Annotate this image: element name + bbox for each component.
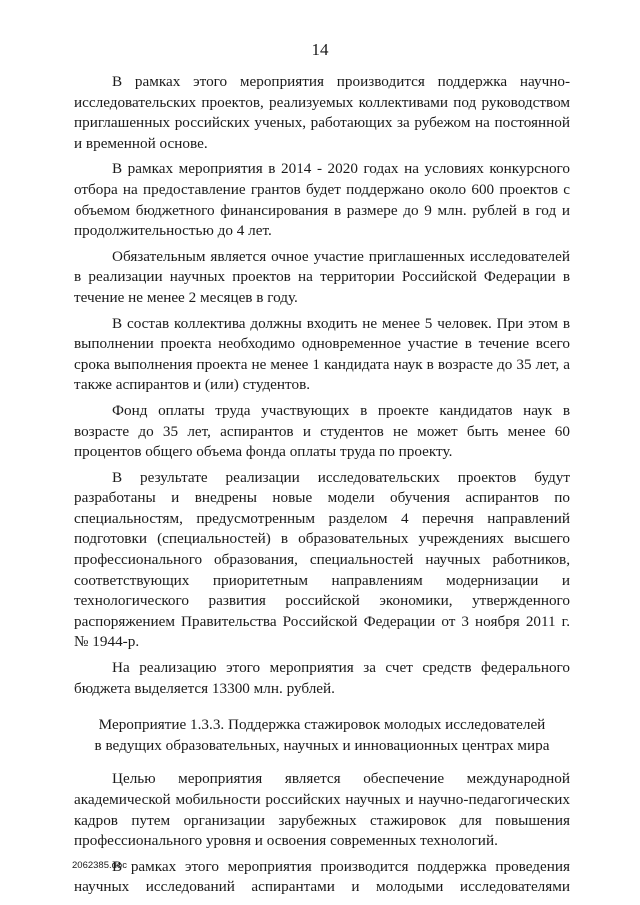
document-filename: 2062385.doc xyxy=(72,860,127,871)
paragraph: Целью мероприятия является обеспечение международной академической мобильности российских научных и научно-педагогических кадров путем организации зарубежных стажировок для повышения профессионального уровня и освоения современных технологий. xyxy=(74,770,570,850)
document-body xyxy=(74,72,570,903)
section-heading xyxy=(74,715,570,756)
paragraph: В рамках мероприятия в 2014 - 2020 годах на условиях конкурсного отбора на предоставление грантов будет поддержано около 600 проектов с объемом бюджетного финансирования в размере до 9 млн. рублей в год и продолжительностью до 4 лет. xyxy=(74,160,570,240)
paragraph: На реализацию этого мероприятия за счет средств федерального бюджета выделяется 13300 млн. рублей. xyxy=(74,659,570,697)
section-heading-line-2: в ведущих образовательных, научных и инновационных центрах мира xyxy=(94,736,550,754)
paragraph: В рамках этого мероприятия производится поддержка научно-исследовательских проектов, реализуемых коллективами под руководством приглашенных российских ученых, работающих за рубежом на постоянной и временной основе. xyxy=(74,73,570,152)
paragraph: Обязательным является очное участие приглашенных исследователей в реализации научных проектов на территории Российской Федерации в течение не менее 2 месяцев в году. xyxy=(74,247,570,306)
paragraph: В результате реализации исследовательских проектов будут разработаны и внедрены новые модели обучения аспирантов по специальностям, предусмотренным разделом 4 перечня направлений подготовки (специальностей) в образовательных учреждениях высшего профессионального образования, специальностей научных работников, соответствующих приоритетным направлениям модернизации и технологического развития российской экономики, утвержденного распоряжением Правительства Российской Федерации от 3 ноября 2011 г. № 1944-р. xyxy=(74,468,570,651)
section-heading-line-1: Мероприятие 1.3.3. Поддержка стажировок молодых исследователей xyxy=(98,716,546,734)
paragraph: В состав коллектива должны входить не менее 5 человек. При этом в выполнении проекта необходимо одновременное участие в течение всего срока выполнения проекта не менее 1 кандидата наук в возрасте до 35 лет, а также аспирантов и (или) студентов. xyxy=(74,314,570,394)
page-number: 14 xyxy=(311,40,329,59)
paragraph: Фонд оплаты труда участвующих в проекте кандидатов наук в возрасте до 35 лет, аспирантов и студентов не может быть менее 60 процентов общего объема фонда оплаты труда по проекту. xyxy=(74,401,570,461)
paragraph: В рамках этого мероприятия производится поддержка проведения научных исследований аспирантами и молодыми исследователями xyxy=(74,857,570,896)
